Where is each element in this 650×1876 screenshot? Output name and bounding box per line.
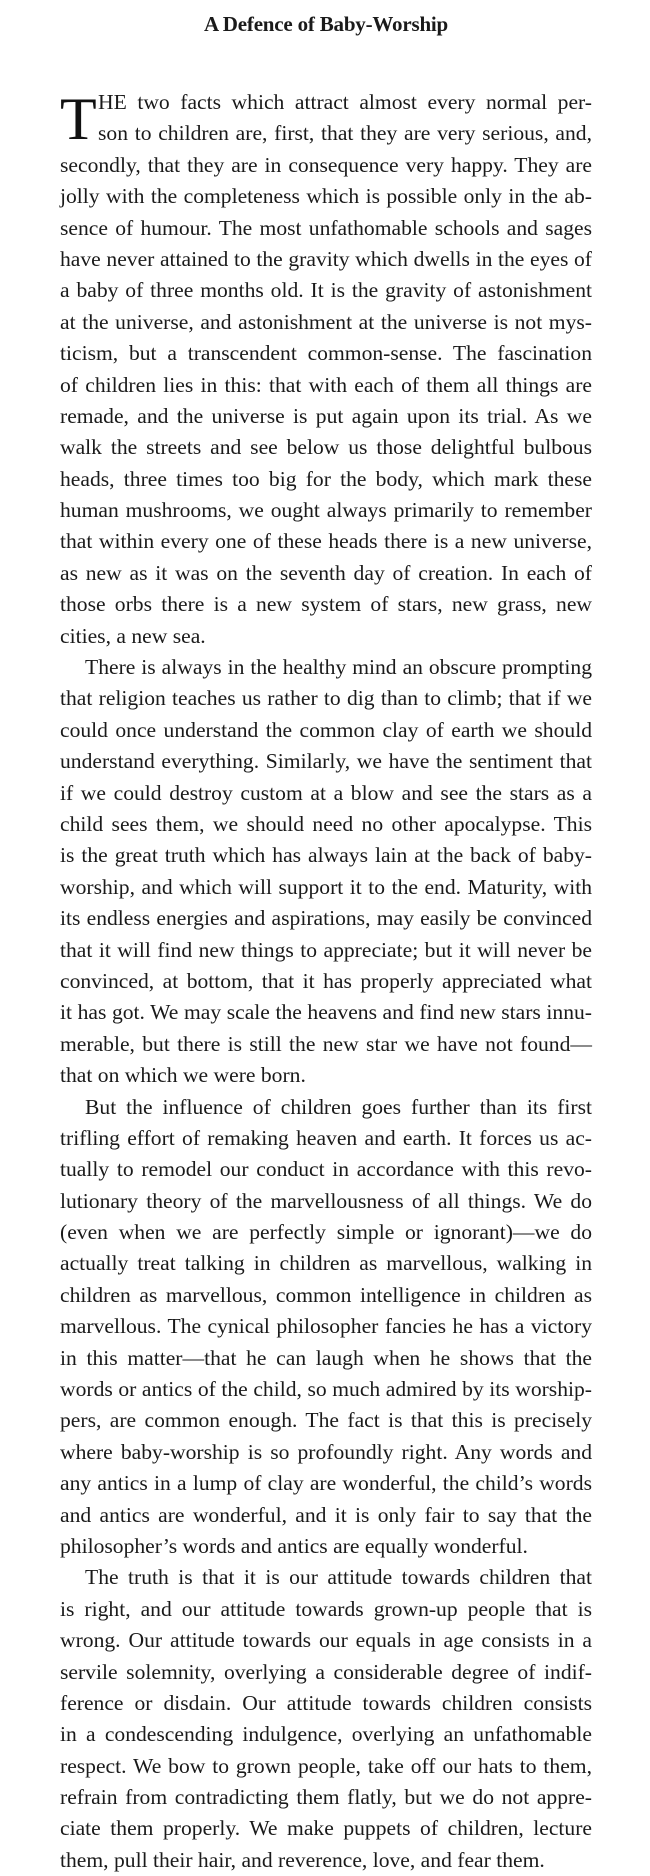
text-line: as new as it was on the seventh day of creation. In each of (60, 560, 592, 585)
text-line: respect. We bow to grown people, take off our hats to them, (60, 1753, 592, 1778)
text-line: its endless energies and aspirations, may easily be convinced (60, 906, 592, 931)
text-line: refrain from contradicting them flatly, but we do not appre- (60, 1785, 592, 1810)
paragraph (60, 1092, 592, 1563)
text-line: sence of humour. The most unfathomable schools and sages (60, 215, 592, 240)
text-line: at the universe, and astonishment at the universe is not mys- (60, 309, 592, 334)
text-line: actually treat talking in children as marvellous, walking in (60, 1251, 592, 1276)
text-line: jolly with the completeness which is possible only in the ab- (60, 184, 592, 209)
text-line: pers, are common enough. The fact is that this is precisely (60, 1408, 592, 1433)
text-line: secondly, that they are in consequence very happy. They are (60, 152, 592, 177)
essay-body (60, 87, 592, 1876)
text-line: have never attained to the gravity which dwells in the eyes of (60, 246, 592, 271)
text-line: HE two facts which attract almost every normal per- (98, 90, 592, 114)
text-line: that religion teaches us rather to dig than to climb; that if we (60, 686, 592, 711)
text-line: child sees them, we should need no other apocalypse. This (60, 811, 592, 836)
text-line: walk the streets and see below us those delightful bulbous (60, 435, 592, 460)
text-line: if we could destroy custom at a blow and see the stars as a (60, 780, 592, 805)
text-line: is right, and our attitude towards grown-up people that is (60, 1596, 592, 1621)
text-line: children as marvellous, common intelligence in children as (60, 1282, 592, 1307)
text-line: But the influence of children goes further than its first (85, 1094, 592, 1119)
paragraph (60, 87, 592, 652)
text-line: those orbs there is a new system of stars, new grass, new (60, 592, 592, 617)
text-line: tually to remodel our conduct in accordance with this revo- (60, 1157, 592, 1182)
text-line: wrong. Our attitude towards our equals in age consists in a (60, 1628, 592, 1653)
text-line: any antics in a lump of clay are wonderful, the child’s words (60, 1471, 592, 1496)
text-line: ference or disdain. Our attitude towards children consists (60, 1690, 592, 1715)
text-line: servile solemnity, overlying a considerable degree of indif- (60, 1659, 592, 1684)
text-line: and antics are wonderful, and it is only fair to say that the (60, 1502, 592, 1527)
text-line: that on which we were born. (60, 1063, 306, 1088)
page-title: A Defence of Baby-Worship (203, 12, 449, 36)
text-line: of children lies in this: that with each of them all things are (60, 372, 592, 397)
text-line: that within every one of these heads there is a new universe, (60, 529, 592, 554)
text-line: heads, three times too big for the body, which mark these (60, 466, 592, 491)
paragraph (60, 652, 592, 1091)
text-line: merable, but there is still the new star we have not found— (60, 1031, 592, 1056)
text-line: a baby of three months old. It is the gravity of astonishment (60, 278, 592, 303)
text-line: son to children are, first, that they are very serious, and, (98, 121, 592, 146)
text-line: The truth is that it is our attitude towards children that (85, 1565, 592, 1590)
text-line: them, pull their hair, and reverence, love, and fear them. (60, 1847, 545, 1872)
text-line: could once understand the common clay of earth we should (60, 717, 592, 742)
text-line: remade, and the universe is put again upon its trial. As we (60, 403, 592, 428)
text-line: lutionary theory of the marvellousness of all things. We do (60, 1188, 592, 1213)
text-line: trifling effort of remaking heaven and earth. It forces us ac- (60, 1125, 592, 1150)
text-line: worship, and which will support it to the end. Maturity, with (60, 874, 592, 899)
text-line: marvellous. The cynical philosopher fancies he has a victory (60, 1314, 592, 1339)
text-line: ciate them properly. We make puppets of children, lecture (60, 1816, 592, 1841)
text-line: human mushrooms, we ought always primarily to remember (60, 498, 592, 523)
text-line: that it will find new things to appreciate; but it will never be (60, 937, 592, 962)
text-line: There is always in the healthy mind an obscure prompting (85, 655, 592, 680)
text-line: cities, a new sea. (60, 623, 206, 648)
text-line: ticism, but a transcendent common-sense. The fascination (60, 341, 592, 366)
text-line: it has got. We may scale the heavens and find new stars innu- (60, 1000, 592, 1025)
paragraph (60, 1562, 592, 1876)
text-line: is the great truth which has always lain at the back of baby- (60, 843, 592, 868)
text-line: where baby-worship is so profoundly right. Any words and (60, 1439, 592, 1464)
text-line: convinced, at bottom, that it has properly appreciated what (60, 968, 592, 993)
drop-cap: T (60, 86, 97, 152)
text-line: (even when we are perfectly simple or ignorant)—we do (60, 1220, 592, 1245)
text-line: in this matter—that he can laugh when he shows that the (60, 1345, 592, 1370)
text-line: understand everything. Similarly, we have the sentiment that (60, 749, 592, 774)
text-line: words or antics of the child, so much admired by its worship- (60, 1377, 592, 1402)
text-line: philosopher’s words and antics are equally wonderful. (60, 1533, 528, 1558)
text-line: in a condescending indulgence, overlying an unfathomable (60, 1722, 592, 1747)
